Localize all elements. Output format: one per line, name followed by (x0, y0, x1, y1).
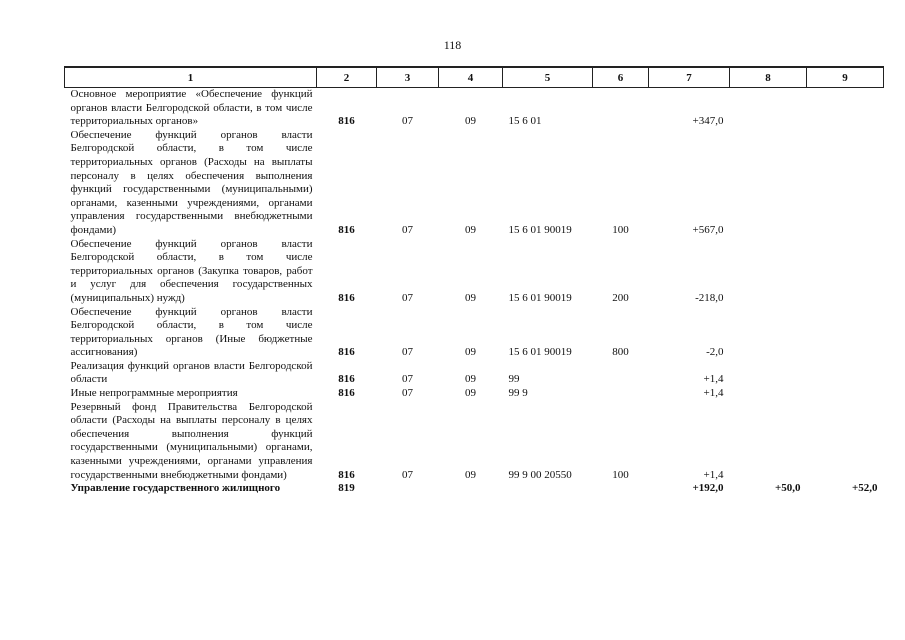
table-row (65, 360, 884, 387)
expense-type-code (593, 88, 649, 129)
subsection-code (439, 482, 503, 496)
header-cell: 9 (807, 67, 884, 88)
subsection-code: 09 (465, 468, 476, 481)
expense-type-code: 100 (612, 468, 629, 481)
row-name: Резервный фонд Правительства Белгородской области (Расходы на выплаты персоналу в целях обеспечения выполнения функций государственными (муниципальными) органами, казенными учреждениями, органами управления государственными внебюджетными фондами) (70, 400, 313, 481)
expense-type-code: 800 (612, 346, 629, 359)
amount-col8 (730, 387, 807, 401)
header-cell: 6 (593, 67, 649, 88)
subsection-code: 09 (465, 223, 476, 236)
section-code: 07 (402, 468, 413, 481)
row-name: Обеспечение функций органов власти Белгородской области, в том числе территориальных органов (Закупка товаров, работ и услуг для обеспечения государственных (муниципальных) нужд) (70, 237, 313, 304)
section-code: 07 (402, 115, 413, 128)
subsection-code: 09 (465, 373, 476, 386)
amount-col7: +1,4 (703, 373, 724, 386)
row-name: Управление государственного жилищного (70, 482, 281, 495)
table-row (65, 129, 884, 238)
grbs-code: 816 (338, 346, 355, 359)
section-code (377, 482, 439, 496)
amount-col8 (730, 360, 807, 387)
section-code: 07 (402, 346, 413, 359)
amount-col7: +567,0 (692, 223, 724, 236)
amount-col9 (807, 387, 884, 401)
grbs-code: 816 (338, 223, 355, 236)
amount-col7: +192,0 (692, 482, 724, 495)
section-code: 07 (402, 373, 413, 386)
target-article-code: 99 9 00 20550 (508, 468, 572, 481)
header-cell: 7 (649, 67, 730, 88)
header-cell: 8 (730, 67, 807, 88)
amount-col9: +52,0 (851, 482, 878, 495)
target-article-code: 99 (508, 373, 520, 386)
row-name: Обеспечение функций органов власти Белгородской области, в том числе территориальных органов (Иные бюджетные ассигнования) (70, 305, 313, 359)
header-cell: 4 (439, 67, 503, 88)
row-name: Обеспечение функций органов власти Белгородской области, в том числе территориальных органов (Расходы на выплаты персоналу в целях обеспечения выполнения функций государственными (муниципальными) органами, казенными учреждениями, органами управления государственными внебюджетными фондами) (70, 128, 313, 236)
section-code: 07 (402, 387, 413, 400)
table-row (65, 401, 884, 483)
amount-col7: -218,0 (695, 291, 724, 304)
amount-col7: +1,4 (703, 468, 724, 481)
target-article-code: 15 6 01 (508, 115, 542, 128)
amount-col8 (730, 306, 807, 360)
target-article-code: 99 9 (508, 387, 528, 400)
grbs-code: 816 (338, 291, 355, 304)
grbs-code: 816 (338, 468, 355, 481)
amount-col9 (807, 306, 884, 360)
amount-col7: +1,4 (703, 387, 724, 400)
amount-col9 (807, 88, 884, 129)
table-row (65, 238, 884, 306)
amount-col7: +347,0 (692, 115, 724, 128)
subsection-code: 09 (465, 291, 476, 304)
table-row (65, 482, 884, 496)
grbs-code: 816 (338, 373, 355, 386)
subsection-code: 09 (465, 115, 476, 128)
expense-type-code (593, 482, 649, 496)
header-cell: 5 (503, 67, 593, 88)
amount-col9 (807, 360, 884, 387)
expense-type-code (593, 360, 649, 387)
amount-col9 (807, 401, 884, 483)
subsection-code: 09 (465, 346, 476, 359)
expense-type-code (593, 387, 649, 401)
amount-col8 (730, 129, 807, 238)
amount-col7: -2,0 (706, 346, 724, 359)
section-code: 07 (402, 223, 413, 236)
target-article-code: 15 6 01 90019 (508, 223, 572, 236)
grbs-code: 819 (338, 482, 355, 495)
grbs-code: 816 (338, 387, 355, 400)
target-article-code: 15 6 01 90019 (508, 346, 572, 359)
table-row (65, 387, 884, 401)
section-code: 07 (402, 291, 413, 304)
amount-col8: +50,0 (774, 482, 801, 495)
row-name: Иные непрограммные мероприятия (70, 387, 238, 400)
budget-table (64, 66, 884, 496)
header-row (65, 67, 884, 88)
amount-col9 (807, 129, 884, 238)
table-row (65, 88, 884, 129)
header-cell: 3 (377, 67, 439, 88)
row-name: Основное мероприятие «Обеспечение функций органов власти Белгородской области, в том числе территориальных органов» (70, 88, 313, 128)
amount-col8 (730, 88, 807, 129)
target-article-code: 15 6 01 90019 (508, 291, 572, 304)
amount-col9 (807, 238, 884, 306)
row-name: Реализация функций органов власти Белгородской области (70, 359, 313, 386)
expense-type-code: 100 (612, 223, 629, 236)
target-article-code (503, 482, 593, 496)
amount-col8 (730, 401, 807, 483)
page-number: 118 (443, 38, 462, 52)
expense-type-code: 200 (612, 291, 629, 304)
table-row (65, 306, 884, 360)
grbs-code: 816 (338, 115, 355, 128)
subsection-code: 09 (465, 387, 476, 400)
amount-col8 (730, 238, 807, 306)
header-cell: 2 (317, 67, 377, 88)
header-cell: 1 (65, 67, 317, 88)
